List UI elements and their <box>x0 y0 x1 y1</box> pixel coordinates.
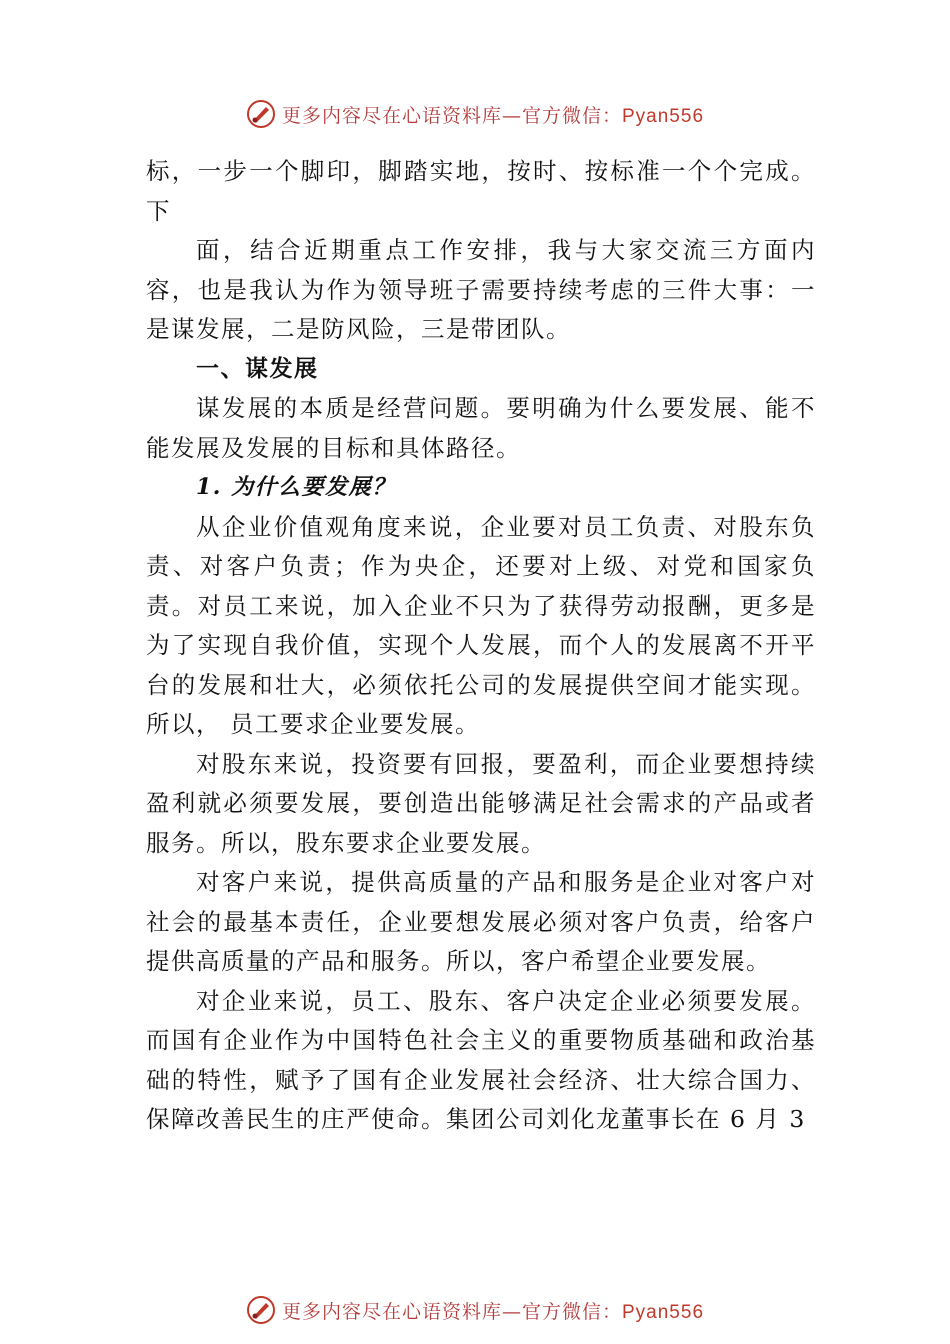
paragraph: 标，一步一个脚印，脚踏实地，按时、按标准一个个完成。 下 <box>146 157 816 225</box>
paragraph: 面，结合近期重点工作安排，我与大家交流三方面内容，也是我认为作为领导班子需要持续考虑的三件大事：一是谋发展，二是防风险，三是带团队。 <box>146 236 816 343</box>
paragraph: 从企业价值观角度来说，企业要对员工负责、对股东负责、对客户负责；作为央企，还要对上级、对党和国家负责。对员工来说，加入企业不只为了获得劳动报酬，更多是为了实现自我价值，实现个人发展，而个人的发展离不开平台的发展和壮大，必须依托公司的发展提供空间才能实现。所以， 员工要求企业要发展。 <box>146 512 816 738</box>
watermark-text: 更多内容尽在心语资料库—官方微信：Pyan556 <box>281 104 705 127</box>
header-watermark <box>0 94 950 134</box>
subsection-heading: 1. 为什么要发展？ <box>196 474 396 500</box>
footer-watermark <box>0 1290 950 1330</box>
document-body <box>146 152 816 1140</box>
paragraph: 谋发展的本质是经营问题。要明确为什么要发展、能不能发展及发展的目标和具体路径。 <box>146 394 816 462</box>
brush-logo-icon <box>246 1295 276 1325</box>
section-heading: 一、谋发展 <box>196 355 319 382</box>
watermark-text: 更多内容尽在心语资料库—官方微信：Pyan556 <box>281 1300 705 1323</box>
paragraph: 对企业来说，员工、股东、客户决定企业必须要发展。而国有企业作为中国特色社会主义的重要物质基础和政治基础的特性，赋予了国有企业发展社会经济、壮大综合国力、保障改善民生的庄严使命。集团公司刘化龙董事长在 6 月 3 <box>146 986 816 1133</box>
brush-logo-icon <box>246 99 276 129</box>
paragraph: 对客户来说，提供高质量的产品和服务是企业对客户对社会的最基本责任，企业要想发展必须对客户负责，给客户提供高质量的产品和服务。所以，客户希望企业要发展。 <box>146 868 816 975</box>
paragraph: 对股东来说，投资要有回报，要盈利，而企业要想持续盈利就必须要发展，要创造出能够满足社会需求的产品或者服务。所以，股东要求企业要发展。 <box>146 749 816 857</box>
